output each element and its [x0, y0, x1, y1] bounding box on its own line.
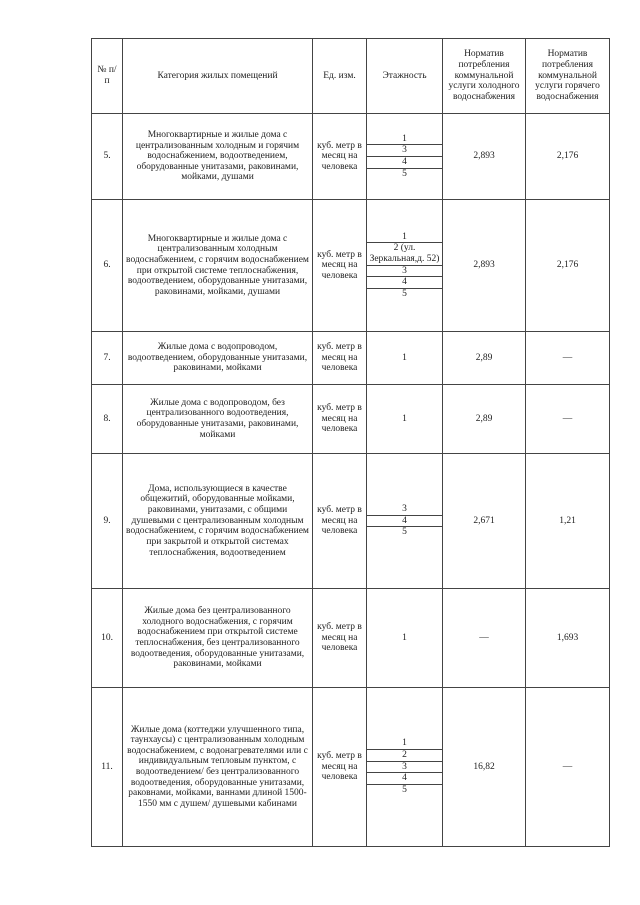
floors-list: [367, 504, 442, 538]
floor-value: 4: [367, 277, 442, 289]
norms-table: [91, 38, 610, 847]
header-cold-norm: Норматив потребления коммунальной услуги холодного водоснабжения: [443, 39, 526, 114]
table-row: [92, 332, 610, 385]
table-row: [92, 114, 610, 200]
floor-value: 5: [402, 288, 407, 299]
table-row: [92, 589, 610, 688]
floor-value: 3: [367, 761, 442, 773]
floor-value: 3: [367, 265, 442, 277]
row-category: Дома, использующиеся в качестве общежитий, оборудованные мойками, раковинами, унитазами, с общими душевыми с централизованным холодным водоснабжением, с горячим водоснабжением при закрытой и открытой системах теплоснабжения, водоотведением: [123, 454, 313, 589]
row-number: 6.: [92, 200, 123, 332]
floors-list: [367, 134, 442, 180]
row-unit: куб. метр в месяц на человека: [313, 589, 367, 688]
floor-value: 3: [367, 145, 442, 157]
floor-value: 4: [367, 773, 442, 785]
row-category: Многоквартирные и жилые дома с централизованным холодным водоснабжением, с горячим водоснабжением при открытой системе теплоснабжения, водоотведением, оборудованные унитазами, раковинами, мойками, душами: [123, 200, 313, 332]
row-unit: куб. метр в месяц на человека: [313, 200, 367, 332]
row-floors: [367, 688, 443, 847]
row-number: 11.: [92, 688, 123, 847]
row-cold-norm: —: [443, 589, 526, 688]
row-hot-norm: —: [526, 385, 610, 454]
row-unit: куб. метр в месяц на человека: [313, 454, 367, 589]
row-hot-norm: 1,21: [526, 454, 610, 589]
floor-value: 1: [367, 232, 442, 243]
floor-value: 5: [402, 527, 407, 538]
floors-list: [367, 633, 442, 644]
floor-value: 1: [367, 738, 442, 749]
row-cold-norm: 2,89: [443, 385, 526, 454]
table-row: [92, 385, 610, 454]
floor-value: 5: [402, 784, 407, 795]
row-unit: куб. метр в месяц на человека: [313, 688, 367, 847]
row-number: 5.: [92, 114, 123, 200]
header-floors: Этажность: [367, 39, 443, 114]
row-number: 8.: [92, 385, 123, 454]
table-row: [92, 454, 610, 589]
row-category: Жилые дома без централизованного холодного водоснабжения, с горячим водоснабжением при открытой системе теплоснабжения, без централизованного водоотведения, оборудованные унитазами, раковинами, мойками: [123, 589, 313, 688]
floor-value: 1: [402, 413, 407, 424]
row-hot-norm: —: [526, 332, 610, 385]
row-number: 10.: [92, 589, 123, 688]
floor-value: 1: [367, 134, 442, 145]
header-unit: Ед. изм.: [313, 39, 367, 114]
row-floors: [367, 114, 443, 200]
floor-value: 4: [367, 157, 442, 169]
row-category: Жилые дома (коттеджи улучшенного типа, таунхаусы) с централизованным холодным водоснабжением, с водонагревателями или с индивидуальным тепловым пунктом, с водоотведением/ без централизованного водоотведения, оборудованные унитазами, раковнами, мойками, ваннами длиной 1500-1550 мм с душем/ душевыми кабинами: [123, 688, 313, 847]
floors-list: [367, 738, 442, 795]
row-floors: [367, 454, 443, 589]
row-hot-norm: 2,176: [526, 114, 610, 200]
row-cold-norm: 2,89: [443, 332, 526, 385]
row-number: 9.: [92, 454, 123, 589]
table-row: [92, 200, 610, 332]
floor-value: 2: [367, 750, 442, 762]
header-num: № п/п: [92, 39, 123, 114]
row-cold-norm: 2,893: [443, 200, 526, 332]
header-category: Категория жилых помещений: [123, 39, 313, 114]
header-row: [92, 39, 610, 114]
row-floors: [367, 385, 443, 454]
row-cold-norm: 2,893: [443, 114, 526, 200]
table-row: [92, 688, 610, 847]
row-unit: куб. метр в месяц на человека: [313, 385, 367, 454]
row-hot-norm: 2,176: [526, 200, 610, 332]
row-floors: [367, 589, 443, 688]
header-hot-norm: Норматив потребления коммунальной услуги горячего водоснабжения: [526, 39, 610, 114]
row-hot-norm: —: [526, 688, 610, 847]
row-unit: куб. метр в месяц на человека: [313, 114, 367, 200]
row-category: Жилые дома с водопроводом, водоотведением, оборудованные унитазами, раковинами, мойками: [123, 332, 313, 385]
floors-list: [367, 232, 442, 300]
floor-value: 1: [402, 352, 407, 363]
row-hot-norm: 1,693: [526, 589, 610, 688]
row-cold-norm: 2,671: [443, 454, 526, 589]
floor-value: 4: [367, 515, 442, 527]
floor-value: 1: [402, 632, 407, 643]
floor-value: 5: [402, 168, 407, 179]
row-category: Многоквартирные и жилые дома с централизованным холодным и горячим водоснабжением, водоотведением, оборудованные унитазами, раковинами, мойками, душами: [123, 114, 313, 200]
floors-list: [367, 353, 442, 364]
row-floors: [367, 332, 443, 385]
floors-list: [367, 414, 442, 425]
floor-value: 2 (ул. Зеркальная,д. 52): [367, 243, 442, 265]
row-number: 7.: [92, 332, 123, 385]
row-category: Жилые дома с водопроводом, без централизованного водоотведения, оборудованные унитазами, раковинами, мойками: [123, 385, 313, 454]
floor-value: 3: [367, 504, 442, 515]
row-unit: куб. метр в месяц на человека: [313, 332, 367, 385]
row-floors: [367, 200, 443, 332]
row-cold-norm: 16,82: [443, 688, 526, 847]
